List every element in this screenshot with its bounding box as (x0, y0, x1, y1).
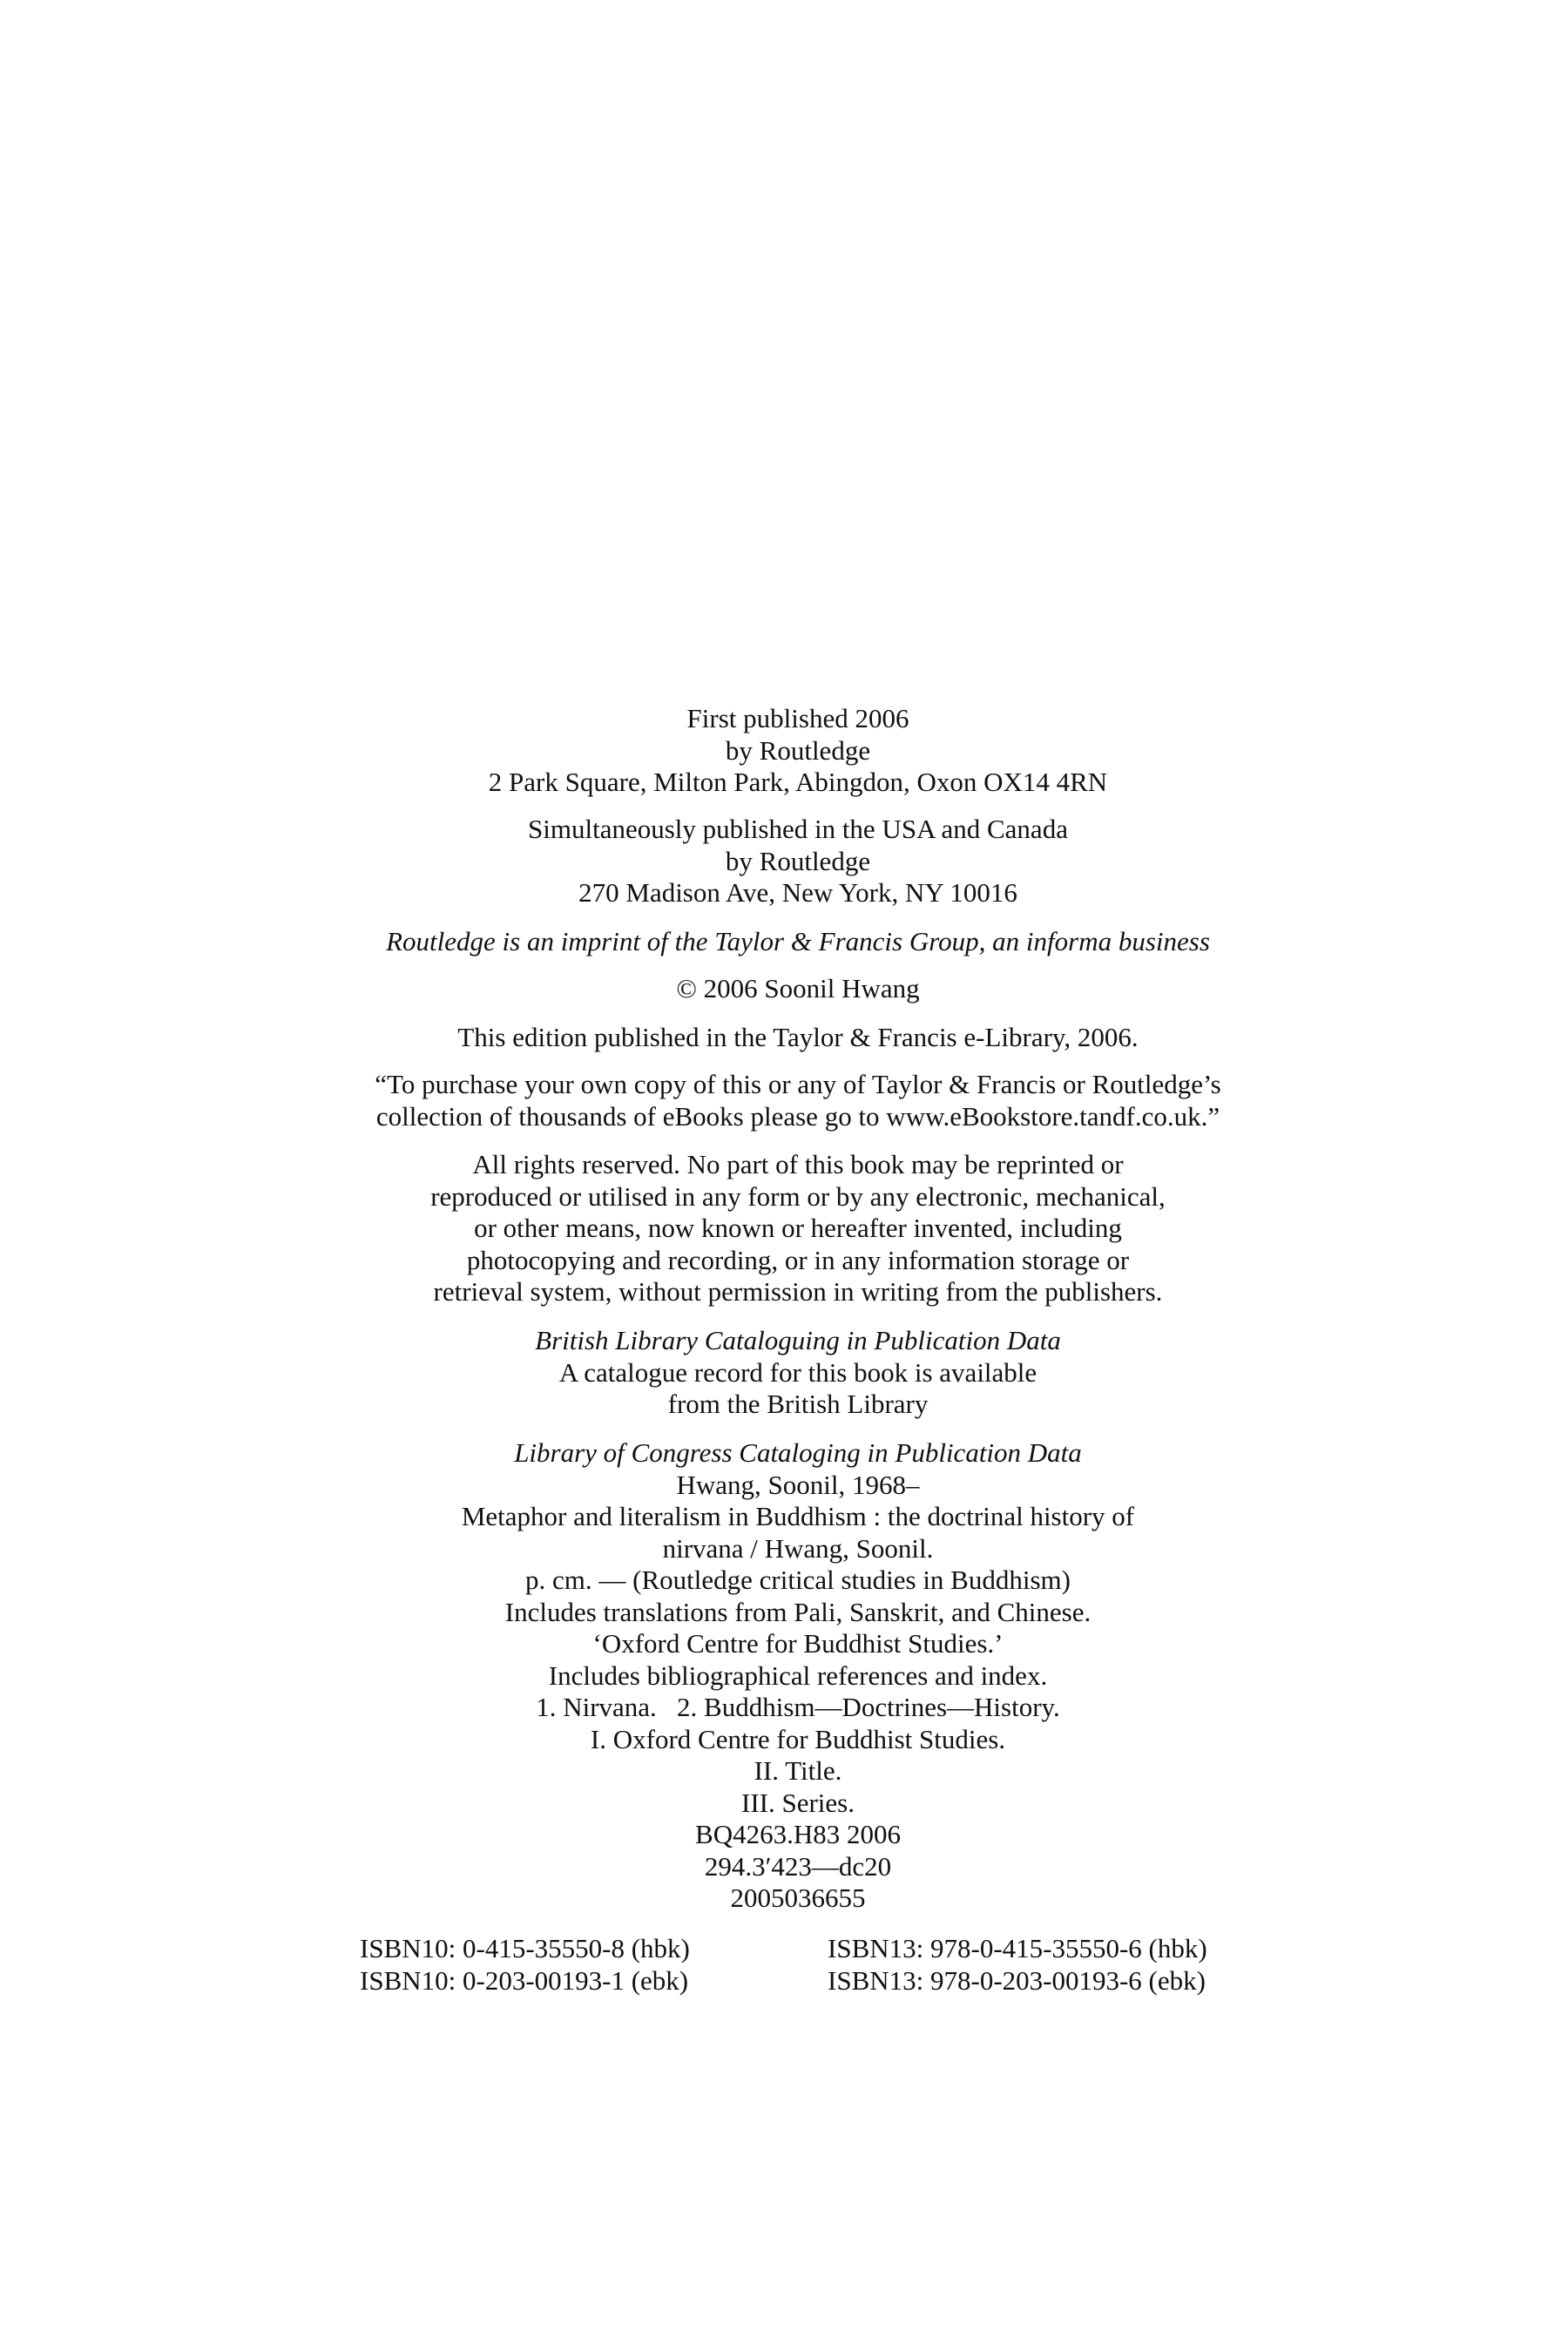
cip-line: BQ4263.H83 2006 (695, 1819, 901, 1849)
british-library-heading: British Library Cataloguing in Publication Data (535, 1325, 1061, 1355)
isbn-table (0, 1933, 1568, 1997)
library-of-congress-heading: Library of Congress Cataloging in Publication Data (514, 1437, 1082, 1468)
cip-line: 2005036655 (730, 1882, 866, 1913)
british-library-line: A catalogue record for this book is available (558, 1356, 1037, 1388)
isbn-row (0, 1965, 1568, 1997)
imprint-note-text: Routledge is an imprint of the Taylor & Francis Group, an informa business (386, 926, 1210, 956)
rights-line: retrieval system, without permission in writing from the publishers. (433, 1276, 1163, 1307)
ebook-edition-text: This edition published in the Taylor & Francis e-Library, 2006. (457, 1022, 1139, 1052)
purchase-note (0, 1069, 1568, 1132)
us-publication-line: 270 Madison Ave, New York, NY 10016 (578, 877, 1017, 908)
cip-line: p. cm. — (Routledge critical studies in Buddhism) (525, 1565, 1071, 1595)
us-publication-block (0, 814, 1568, 909)
isbn-row (0, 1933, 1568, 1965)
copyright-text: © 2006 Soonil Hwang (676, 973, 920, 1004)
cip-line: 294.3′423—dc20 (704, 1850, 892, 1882)
british-library-line: from the British Library (667, 1389, 929, 1419)
uk-publication-line: 2 Park Square, Milton Park, Abingdon, Oxon OX14 4RN (488, 767, 1108, 797)
copyright-notice (0, 973, 1568, 1005)
isbn13-value: ISBN13: 978-0-203-00193-6 (ebk) (828, 1964, 1206, 1996)
cip-line: II. Title. (754, 1755, 842, 1786)
rights-line: All rights reserved. No part of this book may be reprinted or (472, 1149, 1124, 1179)
cip-line: Includes bibliographical references and index. (548, 1659, 1048, 1691)
cip-line: ‘Oxford Centre for Buddhist Studies.’ (592, 1628, 1004, 1659)
cip-line: Hwang, Soonil, 1968– (676, 1469, 920, 1500)
cip-line: I. Oxford Centre for Buddhist Studies. (590, 1723, 1006, 1754)
british-library-block (0, 1325, 1568, 1421)
isbn10-value: ISBN10: 0-415-35550-8 (hbk) (360, 1933, 690, 1963)
library-of-congress-block (0, 1437, 1568, 1915)
uk-publication-block (0, 703, 1568, 799)
uk-publication-line: First published 2006 (686, 703, 909, 733)
uk-publication-line: by Routledge (725, 734, 871, 766)
cip-line: Includes translations from Pali, Sanskrit, and Chinese. (504, 1596, 1092, 1627)
isbn10-value: ISBN10: 0-203-00193-1 (ebk) (360, 1964, 689, 1996)
rights-line: photocopying and recording, or in any information storage or (466, 1244, 1130, 1275)
us-publication-line: by Routledge (725, 845, 871, 876)
cip-line: nirvana / Hwang, Soonil. (662, 1532, 934, 1564)
us-publication-line: Simultaneously published in the USA and Canada (528, 814, 1068, 844)
rights-line: or other means, now known or hereafter invented, including (474, 1213, 1122, 1243)
cip-line: III. Series. (741, 1787, 855, 1818)
cip-line: Metaphor and literalism in Buddhism : the doctrinal history of (461, 1501, 1135, 1531)
ebook-edition-notice (0, 1022, 1568, 1054)
imprint-note (0, 926, 1568, 958)
purchase-note-line: “To purchase your own copy of this or any of Taylor & Francis or Routledge’s (375, 1069, 1221, 1099)
rights-line: reproduced or utilised in any form or by any electronic, mechanical, (430, 1180, 1166, 1212)
purchase-note-line: collection of thousands of eBooks please go to www.eBookstore.tandf.co.uk.” (375, 1100, 1220, 1132)
rights-statement (0, 1149, 1568, 1308)
isbn13-value: ISBN13: 978-0-415-35550-6 (hbk) (828, 1933, 1207, 1963)
cip-line: 1. Nirvana. 2. Buddhism—Doctrines—History. (536, 1692, 1060, 1722)
